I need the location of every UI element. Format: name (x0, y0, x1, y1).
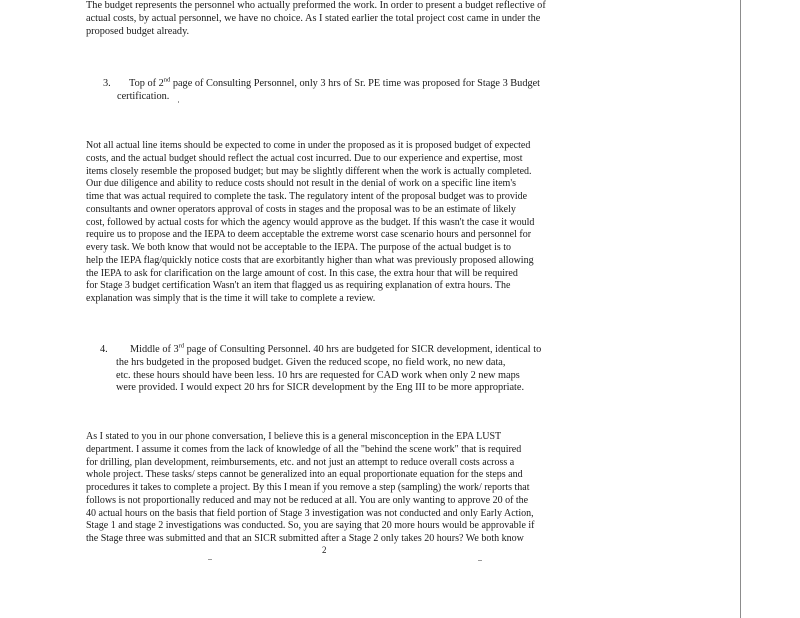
page-number: 2 (322, 545, 327, 555)
paragraph-line: time that was actual required to complete the task. The regulatory intent of the proposal budget was to provide (86, 191, 528, 202)
paragraph-line: costs, and the actual budget should reflect the actual cost incurred. Due to our experience and expertise, most (86, 152, 523, 164)
list-item-3-text-end: page of Consulting Personnel, only 3 hrs of Sr. PE time was proposed for Stage 3 Budget (170, 78, 541, 89)
scan-speck (208, 559, 212, 560)
list-item-4-continuation: were provided. I would expect 20 hrs for SICR development by the Eng III to be more appropriate. (116, 382, 525, 394)
list-item-3 (103, 78, 540, 104)
paragraph-line: the IEPA to ask for clarification on the large amount of cost. In this case, the extra hour that will be required (86, 267, 518, 279)
misconception-paragraph (86, 431, 535, 546)
paragraph-line: department. I assume it comes from the lack of knowledge of all the "behind the scene work" that is required (86, 443, 522, 455)
paragraph-line: follows is not proportionally reduced and may not be reduced at all. You are only wanting to approve 20 of the (86, 494, 529, 506)
paragraph-line: items closely resemble the proposed budget; but may be slightly different when the work is actually completed. (86, 165, 532, 177)
intro-paragraph (86, 0, 546, 38)
list-item-3-text-start: Top of 2 (129, 78, 164, 89)
intro-line: proposed budget already. (86, 25, 190, 37)
paragraph-line: explanation was simply that is the time it will take to complete a review. (86, 293, 376, 304)
budget-explanation-paragraph (86, 140, 534, 306)
list-item-4-first-line (100, 344, 541, 357)
scan-speck (178, 101, 179, 103)
paragraph-line: every task. We both know that would not be acceptable to the IEPA. The purpose of the actual budget is to (86, 242, 512, 253)
paragraph-line: 40 actual hours on the basis that field portion of Stage 3 investigation was not conducted and only Early Action, (86, 507, 534, 519)
scan-speck (478, 560, 482, 561)
list-item-4-continuation: etc. these hours should have been less. 10 hrs are requested for CAD work when only 2 new maps (116, 369, 520, 381)
paragraph-line: Stage 1 and stage 2 investigations was conducted. So, you are saying that 20 more hours would be approvable if (86, 520, 535, 532)
list-item-4-text-end: page of Consulting Personnel. 40 hrs are budgeted for SICR development, identical to (184, 344, 542, 355)
paragraph-line: help the IEPA flag/quickly notice costs that are exorbitantly higher than what was previously proposed allowing (86, 254, 534, 266)
scan-edge-line (740, 0, 741, 618)
list-item-3-continuation: certification. (117, 90, 170, 102)
list-item-4-text-start: Middle of 3 (130, 344, 179, 355)
paragraph-line: require us to propose and the IEPA to deem acceptable the extreme worst case scenario hours and personnel for (86, 229, 532, 241)
list-item-4 (100, 344, 541, 395)
intro-line: The budget represents the personnel who actually preformed the work. In order to present a budget reflective of (86, 0, 546, 11)
paragraph-line: Not all actual line items should be expected to come in under the proposed as it is proposed budget of expected (86, 140, 531, 151)
paragraph-line: for Stage 3 budget certification Wasn't an item that flagged us as requiring explanation of extra hours. The (86, 280, 511, 292)
list-item-4-number: 4. (100, 344, 108, 355)
paragraph-line: As I stated to you in our phone conversation, I believe this is a general misconception in the EPA LUST (86, 431, 502, 442)
paragraph-line: consultants and owner operators approval of costs in stages and the proposal was to be an estimate of likely (86, 203, 516, 215)
paragraph-line: Our due diligence and ability to reduce costs should not result in the denial of work on a specific line item's (86, 178, 517, 190)
intro-line: actual costs, by actual personnel, we have no choice. As I stated earlier the total project cost came in under the (86, 12, 541, 24)
ordinal-superscript: nd (163, 76, 171, 84)
list-item-3-number: 3. (103, 78, 111, 89)
paragraph-line: cost, followed by actual costs for which the agency would approve as the budget. If this wasn't the case it would (86, 216, 535, 228)
paragraph-line: for drilling, plan development, reimbursements, etc. and not just an attempt to reduce overall costs across a (86, 456, 515, 468)
paragraph-line: procedures it takes to complete a project. By this I mean if you remove a step (sampling) the work/ reports that (86, 482, 530, 493)
list-item-3-first-line (103, 78, 540, 91)
ordinal-superscript: rd (178, 342, 185, 350)
paragraph-line: the Stage three was submitted and that an SICR submitted after a Stage 2 only takes 20 hours? We both know (86, 533, 524, 544)
paragraph-line: whole project. These tasks/ steps cannot be generalized into an equal proportionate equation for the steps and (86, 469, 523, 481)
list-item-4-continuation: the hrs budgeted in the proposed budget. Given the reduced scope, no field work, no new data, (116, 356, 506, 368)
